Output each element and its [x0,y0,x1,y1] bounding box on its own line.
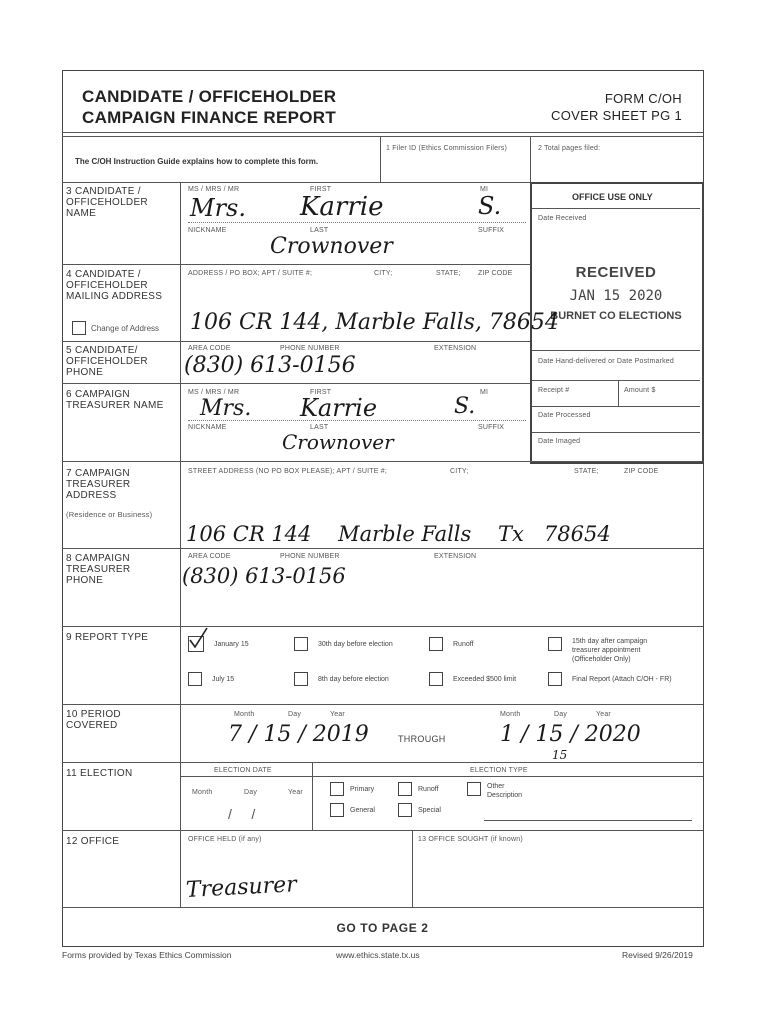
s10-from-day-label: Day [288,711,302,718]
cover-sheet-label: COVER SHEET PG 1 [551,108,682,123]
report-exceed-checkbox[interactable] [429,672,443,686]
s12-held-label: OFFICE HELD (if any) [188,836,262,843]
s8-ext-label: EXTENSION [434,553,477,560]
s4-city-label: CITY; [374,270,393,277]
s10-to-year-label: Year [596,711,611,718]
election-general-label: General [350,806,375,814]
election-primary[interactable] [330,782,374,796]
report-30th[interactable] [294,637,393,651]
report-runoff-checkbox[interactable] [429,637,443,651]
s3-suffix-label: SUFFIX [478,227,505,234]
s3-last-label: LAST [310,227,329,234]
s6-last-value: Crownover [282,430,394,454]
s4-zip-label: ZIP CODE [478,270,513,277]
election-runoff-checkbox[interactable] [398,782,412,796]
election-general-checkbox[interactable] [330,803,344,817]
election-runoff-label: Runoff [418,785,439,793]
stamp-office: BURNET CO ELECTIONS [550,310,682,322]
change-of-address-checkbox[interactable] [72,321,86,335]
s12-held-value: Treasurer [185,872,298,903]
report-jan15-checkbox[interactable] [188,636,204,652]
s3-prefix-value: Mrs. [190,194,246,222]
s11-day-label: Day [244,789,258,796]
s3-nickname-label: NICKNAME [188,227,227,234]
report-final-checkbox[interactable] [548,672,562,686]
report-jul15-label: July 15 [212,675,235,683]
form-id [551,90,682,124]
election-special-label: Special [418,806,441,814]
s10-from-value: 7 / 15 / 2019 [228,722,369,747]
date-processed-label: Date Processed [538,412,591,419]
s10-label: 10 PERIOD COVERED [66,709,121,731]
s7-sub-label: (Residence or Business) [66,510,153,519]
report-15th-line2: treasurer appointment [572,647,641,654]
s7-label: 7 CAMPAIGN TREASURER ADDRESS [66,468,131,501]
report-jan15-label: January 15 [214,640,249,648]
s6-suffix-label: SUFFIX [478,424,505,431]
form-title-line1: CANDIDATE / OFFICEHOLDER [82,87,337,106]
s10-to-note: 15 [552,748,568,762]
stamp-received: RECEIVED [575,264,657,281]
s10-from-year-label: Year [330,711,345,718]
s3-mi-label: MI [480,186,489,193]
election-special[interactable] [398,803,441,817]
s5-ext-label: EXTENSION [434,345,477,352]
report-15th[interactable] [548,637,647,664]
s5-phone-value: (830) 613-0156 [184,353,356,378]
election-primary-label: Primary [350,785,375,793]
report-runoff-label: Runoff [453,640,474,648]
footer-url[interactable]: www.ethics.state.tx.us [336,950,420,960]
form-title [82,86,336,128]
report-15th-label [572,637,647,664]
s5-phone-label: PHONE NUMBER [280,345,340,352]
s3-first-value: Karrie [300,192,384,222]
report-exceed-label: Exceeded $500 limit [453,675,517,683]
s6-nickname-label: NICKNAME [188,424,227,431]
s8-area-label: AREA CODE [188,553,231,560]
report-jul15-checkbox[interactable] [188,672,202,686]
s6-mi-value: S. [454,394,476,419]
s7-state-label: STATE; [574,468,599,475]
election-other[interactable] [467,782,522,800]
s13-label: 13 OFFICE SOUGHT (if known) [418,836,523,843]
report-jul15[interactable] [188,672,234,686]
s6-first-value: Karrie [300,394,378,422]
report-8th-label: 8th day before election [318,675,389,683]
s7-city-label: CITY; [450,468,469,475]
s3-ms-label: MS / MRS / MR [188,186,240,193]
s7-zip-label: ZIP CODE [624,468,659,475]
election-other-line2: Description [487,792,523,799]
form-title-line2: CAMPAIGN FINANCE REPORT [82,108,337,127]
election-general[interactable] [330,803,375,817]
footer-revised: Revised 9/26/2019 [622,950,693,960]
s11-type-label: ELECTION TYPE [470,767,528,774]
date-received-label: Date Received [538,215,587,222]
s6-mi-label: MI [480,389,489,396]
s10-through: THROUGH [398,734,446,744]
filer-id-label: 1 Filer ID (Ethics Commission Filers) [386,145,507,152]
s10-to-value: 1 / 15 / 2020 [500,722,641,747]
report-exceed[interactable] [429,672,516,686]
report-8th-checkbox[interactable] [294,672,308,686]
s8-label: 8 CAMPAIGN TREASURER PHONE [66,553,131,586]
s6-label: 6 CAMPAIGN TREASURER NAME [66,389,164,411]
report-8th[interactable] [294,672,389,686]
s4-address-label: ADDRESS / PO BOX; APT / SUITE #; [188,270,313,277]
s11-label: 11 ELECTION [66,768,133,779]
s11-date-slashes: / / [228,806,256,822]
office-use-title: OFFICE USE ONLY [572,192,653,202]
s5-label: 5 CANDIDATE/ OFFICEHOLDER PHONE [66,345,148,378]
change-of-address-label: Change of Address [91,323,160,333]
date-imaged-label: Date Imaged [538,438,581,445]
s3-mi-value: S. [478,192,502,220]
s6-prefix-value: Mrs. [200,396,252,421]
election-other-line1: Other [487,783,505,790]
report-final-label: Final Report (Attach C/OH - FR) [572,675,672,683]
change-of-address[interactable] [72,321,159,335]
s3-label: 3 CANDIDATE / OFFICEHOLDER NAME [66,186,148,219]
election-runoff[interactable] [398,782,439,796]
election-primary-checkbox[interactable] [330,782,344,796]
footer-provided: Forms provided by Texas Ethics Commission [62,950,232,960]
election-other-label [487,782,522,800]
s8-phone-label: PHONE NUMBER [280,553,340,560]
s6-first-label: FIRST [310,389,332,396]
s7-address-value: 106 CR 144 Marble Falls Tx 78654 [186,522,611,546]
other-description-line [484,820,692,821]
report-jan15[interactable] [188,636,249,652]
s5-area-label: AREA CODE [188,345,231,352]
check-icon [187,627,209,649]
instruction-text: The C/OH Instruction Guide explains how to complete this form. [75,157,319,166]
report-15th-line3: (Officeholder Only) [572,656,631,663]
s11-date-label: ELECTION DATE [214,767,272,774]
s4-label: 4 CANDIDATE / OFFICEHOLDER MAILING ADDRESS [66,269,163,302]
report-15th-line1: 15th day after campaign [572,638,648,645]
amount-label: Amount $ [624,387,656,394]
receipt-label: Receipt # [538,387,570,394]
s8-phone-value: (830) 613-0156 [182,564,346,588]
report-30th-checkbox[interactable] [294,637,308,651]
s3-first-label: FIRST [310,186,332,193]
report-runoff[interactable] [429,637,474,651]
report-30th-label: 30th day before election [318,640,393,648]
s12-label: 12 OFFICE [66,836,120,847]
total-pages-label: 2 Total pages filed: [538,145,601,152]
s11-year-label: Year [288,789,303,796]
stamp-date: JAN 15 2020 [569,288,663,304]
s10-to-day-label: Day [554,711,568,718]
s6-last-label: LAST [310,424,329,431]
election-special-checkbox[interactable] [398,803,412,817]
s4-state-label: STATE; [436,270,461,277]
form-id-label: FORM C/OH [604,91,682,106]
date-hand-label: Date Hand-delivered or Date Postmarked [538,358,674,365]
s4-address-value: 106 CR 144, Marble Falls, 78654 [190,310,559,335]
s3-last-value: Crownover [270,234,393,259]
go-to-page-2: GO TO PAGE 2 [336,921,429,935]
s10-to-month-label: Month [500,711,521,718]
s11-month-label: Month [192,789,213,796]
s6-ms-label: MS / MRS / MR [188,389,240,396]
s7-street-label: STREET ADDRESS (NO PO BOX PLEASE); APT / SUITE #; [188,468,387,475]
report-15th-checkbox[interactable] [548,637,562,651]
election-other-checkbox[interactable] [467,782,481,796]
s9-label: 9 REPORT TYPE [66,632,149,643]
report-final[interactable] [548,672,672,686]
s10-from-month-label: Month [234,711,255,718]
